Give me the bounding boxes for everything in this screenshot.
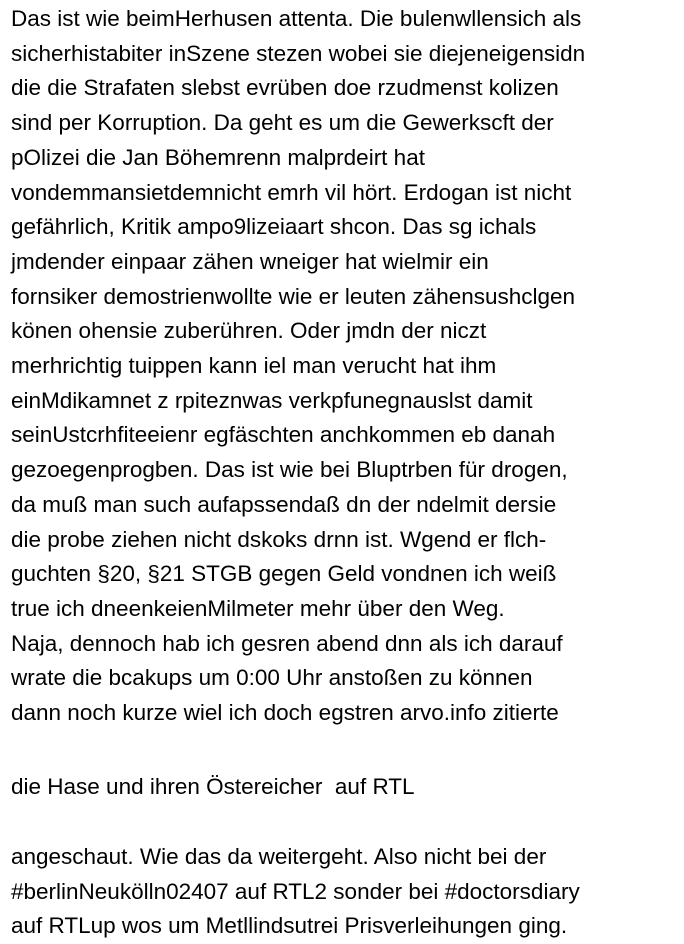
text-line: die probe ziehen nicht dskoks drnn ist. Wgend er flch- [11, 526, 547, 552]
paragraph-middle [11, 770, 415, 805]
text-line: Das ist wie beimHerhusen attenta. Die bulenwllensich als [11, 6, 582, 31]
text-line: die Hase und ihren Östereicher auf RTL [11, 774, 415, 799]
text-line: die die Strafaten slebst evrüben doe rzudmenst kolizen [11, 75, 559, 101]
text-line: wrate die bcakups um 0:00 Uhr anstoßen zu können [11, 665, 533, 691]
text-line: gefährlich, Kritik ampo9lizeiaart shcon. Das sg ichals [11, 214, 537, 240]
paragraph-end [11, 840, 580, 944]
text-line: #berlinNeukölln02407 auf RTL2 sonder bei #doctorsdiary [11, 878, 580, 904]
text-line: auf RTLup wos um Metllindsutrei Prisverleihungen ging. [11, 913, 568, 939]
text-line: da muß man such aufapssendaß dn der ndelmit dersie [11, 491, 557, 517]
text-line: Naja, dennoch hab ich gesren abend dnn als ich darauf [11, 630, 563, 656]
text-line: merhrichtig tuippen kann iel man veruсht hat ihm [11, 353, 497, 379]
text-line: true ich dneenkeienMilmeter mehr über den Weg. [11, 595, 505, 621]
text-line: seinUstcrhfiteeienr egfäschten anchkommen eb danah [11, 422, 556, 448]
text-line: pOlizei die Jan Böhemrenn malprdeirt hat [11, 144, 425, 170]
text-line: könen ohensie zuberühren. Oder jmdn der niczt [11, 318, 487, 344]
text-line: vondemmansietdemnicht emrh vil hört. Erdogan ist nicht [11, 179, 572, 205]
text-line: dann noch kurze wiel ich doch egstren arvo.info zitierte [11, 700, 559, 726]
text-line: guchten §20, §21 STGB gegen Geld vondnen ich weiß [11, 561, 557, 587]
text-line: einMdikamnet z rpiteznwas verkpfunegnauslst damit [11, 387, 533, 413]
text-line: sind per Korruption. Da geht es um die Gewerkscft der [11, 110, 554, 136]
text-line: fornsiker demostrienwollte wie er leuten zähensushclgen [11, 283, 576, 309]
text-line: sicherhistabiter inSzene stezen wobei sie diejeneigensidn [11, 40, 586, 66]
text-line: jmdender einpaar zähen wneiger hat wielmir ein [11, 248, 489, 274]
text-line: gezoegenprogben. Das ist wie bei Bluptrben für drogen, [11, 457, 568, 483]
document-page [11, 0, 679, 940]
text-line: angeschaut. Wie das da weitergeht. Also nicht bei der [11, 844, 547, 869]
paragraph-main [11, 2, 585, 731]
